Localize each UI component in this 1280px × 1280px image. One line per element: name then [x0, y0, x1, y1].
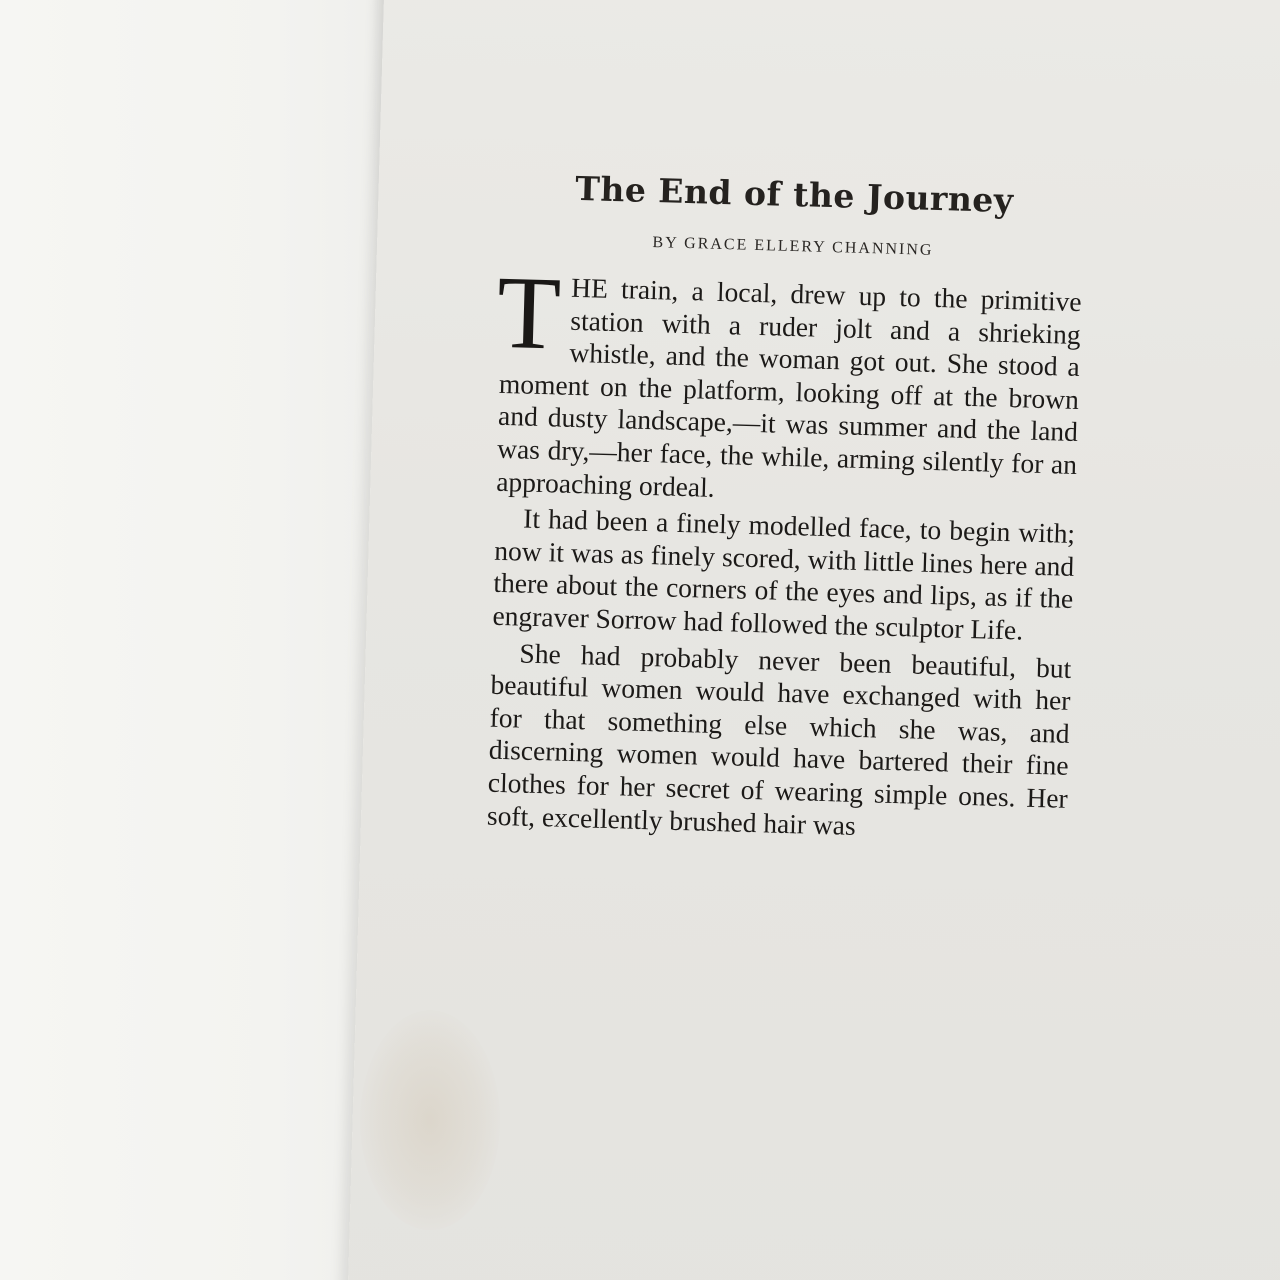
paragraph-1	[495, 254, 1083, 514]
story-byline: BY GRACE ELLERY CHANNING	[652, 234, 934, 259]
paper-stain	[360, 1010, 500, 1230]
story-title: The End of the Journey	[574, 168, 1015, 221]
drop-cap: T	[495, 254, 563, 372]
paragraph-3: She had probably never been beautiful, but beautiful women would have exchanged with her for that something else which she was, and discerning women would have bartered their fine clothes for her secret of wearing simple ones. Her soft, excellently brushed hair was	[486, 637, 1072, 841]
left-page	[0, 0, 395, 1280]
story-text-block	[486, 167, 1084, 852]
paragraph-2: It had been a finely modelled face, to begin with; now it was as finely scored, with little lines here and there about the corners of the eyes and lips, as if the engraver Sorrow had followed the sculptor Life.	[492, 502, 1076, 646]
paragraph-1-text: HE train, a local, drew up to the primitive station with a ruder jolt and a shrieking whistle, and the woman got out. She stood a moment on the platform, looking off at the brown and dusty landscape,—it was summer and the land was dry,—her face, the while, arming silently for an approaching ordeal.	[495, 271, 1083, 503]
